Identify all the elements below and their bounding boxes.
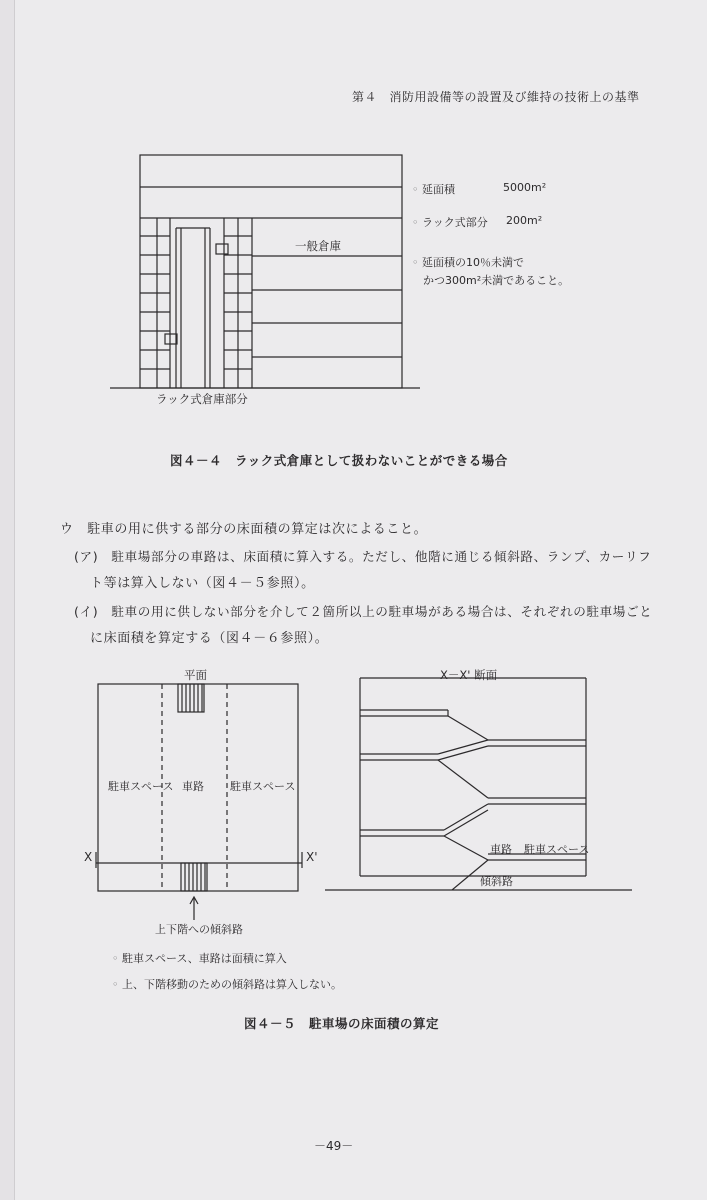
section-title: X－X' 断面 — [440, 668, 498, 682]
plan-title: 平面 — [184, 668, 207, 682]
legend-rack-area: ◦ ラック式部分 — [412, 216, 488, 229]
figure-4-5-note1: ◦ 駐車スペース、車路は面積に算入 — [112, 952, 287, 965]
plan-lane: 車路 — [182, 780, 204, 793]
ramp-label: 上下階への傾斜路 — [155, 923, 243, 936]
paragraph-a-line1: (ア) 駐車場部分の車路は、床面積に算入する。ただし、他階に通じる傾斜路、ランプ、カーリフ — [74, 549, 652, 564]
paragraph-i-line2: に床面積を算定する（図４－６参照）。 — [90, 631, 329, 646]
section-parking: 駐車スペース — [524, 843, 590, 856]
plan-parking-left: 駐車スペース — [108, 780, 174, 793]
paragraph-i-line1: (イ) 駐車の用に供しない部分を介して２箇所以上の駐車場がある場合は、それぞれの駐車場ごと — [74, 604, 653, 619]
legend-note-line1: ◦ 延面積の10％未満で — [412, 256, 524, 269]
legend-rack-area-value: 200m² — [506, 214, 543, 227]
figure-4-5-note2: ◦ 上、下階移動のための傾斜路は算入しない。 — [112, 978, 342, 991]
section-mark-x: X — [84, 850, 93, 864]
section-lane: 車路 — [490, 843, 512, 856]
legend-note-line2: かつ300m²未満であること。 — [423, 274, 570, 287]
plan-parking-right: 駐車スペース — [230, 780, 296, 793]
rack-warehouse-label: ラック式倉庫部分 — [156, 392, 248, 406]
figure-4-5-caption: 図４－５ 駐車場の床面積の算定 — [244, 1016, 440, 1031]
page-number: －49－ — [314, 1139, 354, 1153]
legend-floor-area: ◦ 延面積 — [412, 183, 455, 196]
running-header: 第４ 消防用設備等の設置及び維持の技術上の基準 — [352, 90, 640, 104]
section-ramp: 傾斜路 — [480, 875, 513, 888]
figure-4-4-caption: 図４－４ ラック式倉庫として扱わないことができる場合 — [170, 453, 508, 468]
legend-floor-area-value: 5000m² — [503, 181, 547, 194]
paragraph-a-line2: ト等は算入しない（図４－５参照）。 — [90, 576, 315, 591]
paragraph-u: ウ 駐車の用に供する部分の床面積の算定は次によること。 — [60, 522, 428, 537]
general-warehouse-label: 一般倉庫 — [295, 239, 341, 253]
section-mark-x-prime: X' — [306, 850, 318, 864]
